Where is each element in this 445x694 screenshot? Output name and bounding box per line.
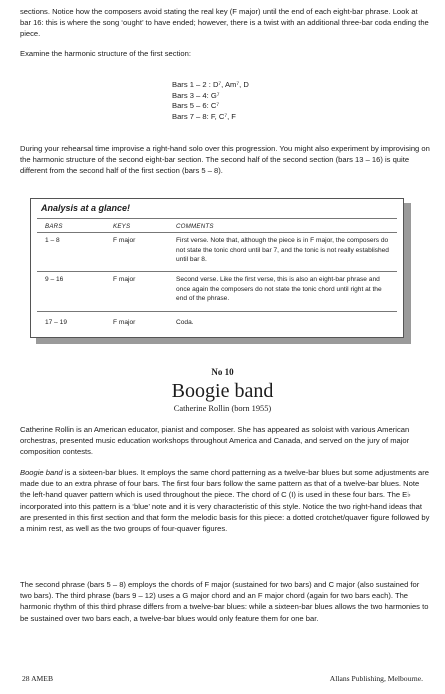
- header-comments: COMMENTS: [176, 223, 214, 230]
- divider: [37, 232, 397, 233]
- row-bars: 17 – 19: [45, 319, 67, 326]
- divider: [37, 271, 397, 272]
- analysis-box: [30, 198, 404, 338]
- row-key: F major: [113, 319, 136, 326]
- footer-page-number: 28 AMEB: [22, 674, 54, 683]
- divider: [37, 218, 397, 219]
- row-key: F major: [113, 276, 136, 283]
- progression-line: Bars 3 – 4: G⁷: [172, 90, 220, 100]
- progression-line: Bars 5 – 6: C⁷: [172, 101, 220, 111]
- progression-line: Bars 1 – 2 : D⁷, Am⁷, D: [172, 80, 249, 89]
- header-keys: KEYS: [113, 223, 131, 230]
- row-comment: Second verse. Like the first verse, this is also an eight-bar phrase and once again the composers do not state the tonic chord until right at the end of the phrase.: [176, 276, 382, 303]
- blues-paragraph-text: is a sixteen-bar blues. It employs the same chord patterning as a twelve-bar blues but some adjustments are made due to an extra phrase of four bars. The first four bars follow the same pattern as that of a twelve-bar blues. Note the left-hand quaver pattern which is used throughout the piece. The chord of C (I) is used in these four bars. The E♭ incorporated into this pattern is a ‘blue’ note and it is very characteristic of this style. Notice the two right-hand ideas that are presented in this first section and that form the melodic basis for this piece: a dotted crotchet/quaver figure followed by a minim rest, as well as the two groups of four-quaver figures.: [20, 468, 430, 534]
- divider: [37, 311, 397, 312]
- piece-composer: Catherine Rollin (born 1955): [173, 404, 272, 413]
- chord-progression: [172, 80, 249, 122]
- box-shadow: [403, 203, 411, 342]
- row-comment: Coda.: [176, 319, 194, 326]
- blues-paragraph: [20, 467, 430, 534]
- rehearsal-paragraph: During your rehearsal time improvise a right-hand solo over this progression. You might also experiment by improvising on the harmonic structure of the second eight-bar section. The second half of the second section (bars 13 – 16) is quite different from the second half of the first section (bars 5 – 8).: [20, 144, 430, 176]
- row-comment: First verse. Note that, although the piece is in F major, the composers do not state the tonic chord until bar 7, and the tonic is not really established until bar 8.: [176, 237, 389, 264]
- header-bars: BARS: [45, 223, 63, 230]
- bio-paragraph: Catherine Rollin is an American educator, pianist and composer. She has appeared as soloist with various American orchestras, presented music education workshops throughout America and Canada, and served on the jury of major composition contests.: [20, 425, 410, 457]
- analysis-title: Analysis at a glance!: [41, 203, 131, 213]
- examine-line: Examine the harmonic structure of the first section:: [20, 49, 191, 58]
- intro-paragraph: sections. Notice how the composers avoid stating the real key (F major) until the end of each eight-bar phrase. Look at bar 16: this is where the song ‘ought’ to have ended; however, there is a twist with an additional three-bar coda ending the piece.: [20, 7, 429, 39]
- footer-publisher: Allans Publishing, Melbourne.: [329, 674, 423, 683]
- box-shadow: [36, 337, 411, 344]
- row-bars: 9 – 16: [45, 276, 64, 283]
- piece-title: Boogie band: [171, 380, 274, 402]
- row-key: F major: [113, 237, 136, 244]
- second-phrase-paragraph: The second phrase (bars 5 – 8) employs the chords of F major (sustained for two bars) and C major (also sustained for two bars). The third phrase (bars 9 – 12) uses a G major chord and an F major chord (again for two bars each). The harmonic rhythm of this third phrase differs from a twelve-bar blues: while a sixteen-bar blues allows the two harmonies to be sustained over two bars each, a twelve-bar blues would only feature them for one bar.: [20, 580, 429, 623]
- row-bars: 1 – 8: [45, 237, 60, 244]
- blues-paragraph-lead: Boogie band: [20, 468, 63, 477]
- piece-number: No 10: [211, 367, 234, 377]
- progression-line: Bars 7 – 8: F, C⁷, F: [172, 111, 236, 121]
